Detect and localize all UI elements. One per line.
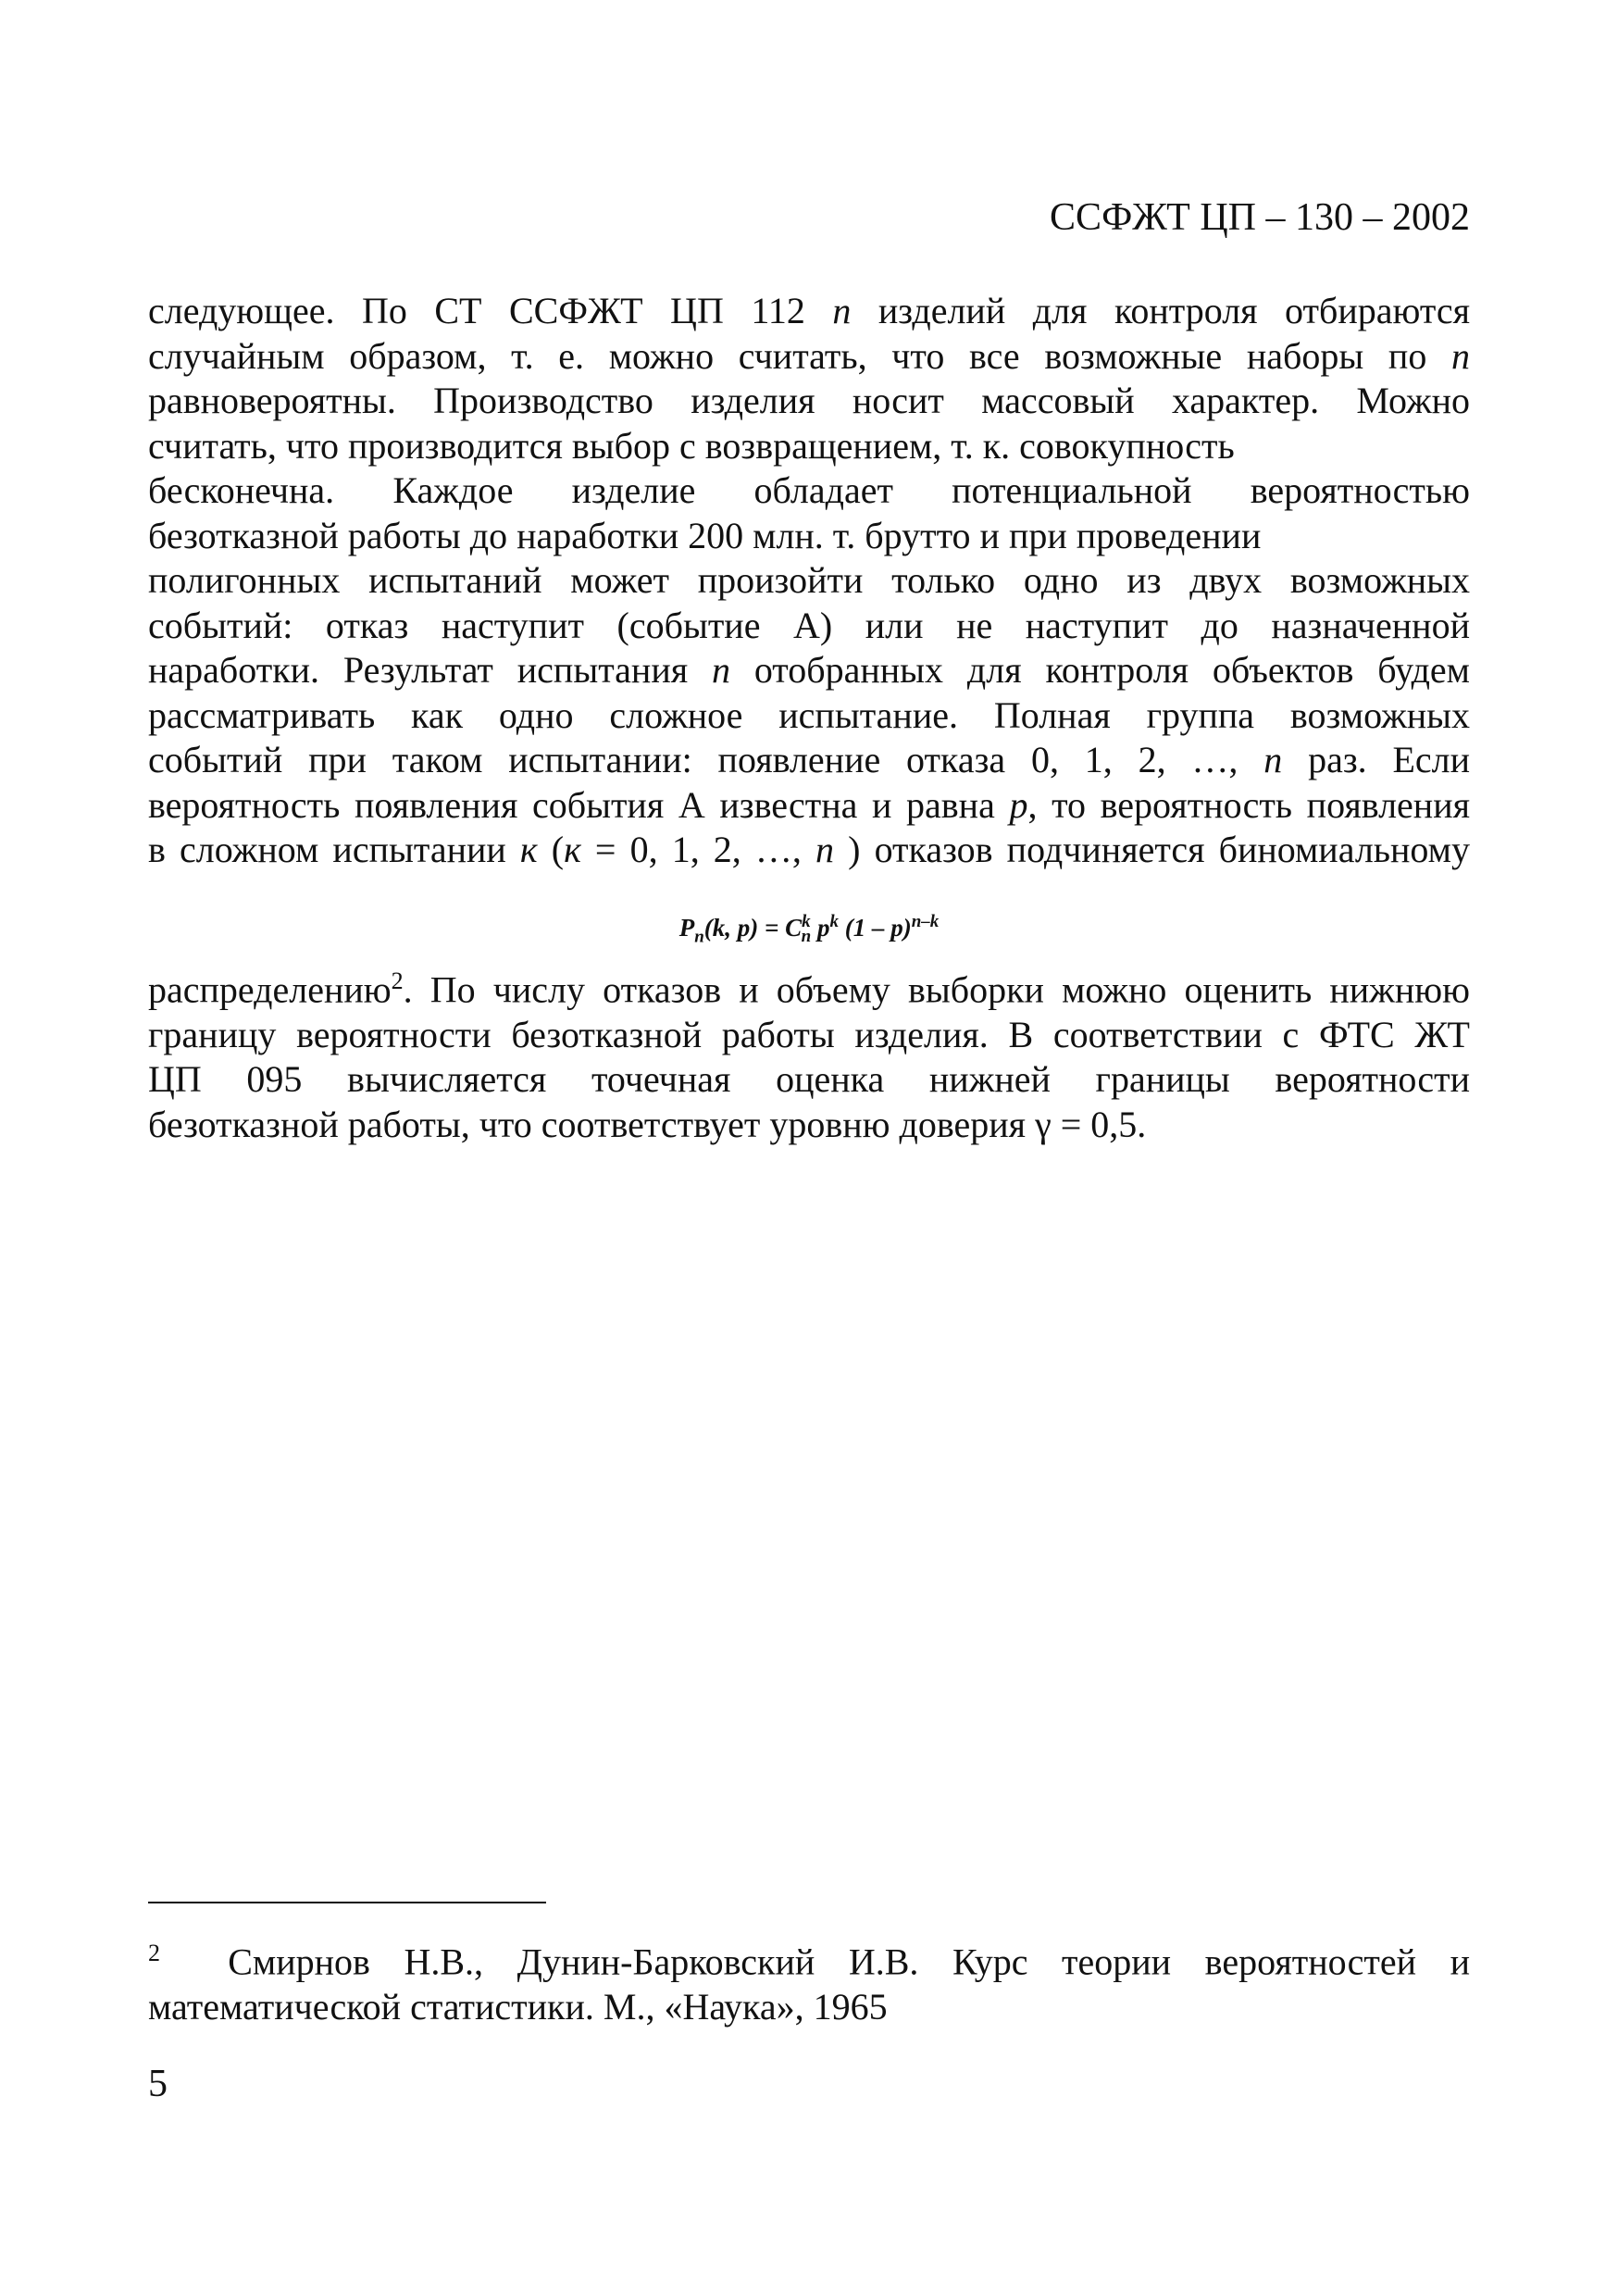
text-line: равновероятны. Производство изделия носит массовый характер. Можно <box>148 380 1470 421</box>
footnote-line: $^2$ Смирнов Н.В., Дунин-Барковский И.В. Курс теории вероятностей и <box>148 1940 1471 1983</box>
text-line: безотказной работы до наработки 200 млн. т. брутто и при проведении <box>148 514 1262 556</box>
text-line: наработки. Результат испытания n отобранных для контроля объектов будем <box>148 649 1470 691</box>
text-line: бесконечна. Каждое изделие обладает потенциальной вероятностью <box>148 469 1470 511</box>
binomial-formula: $P_n(k$, $p) = C^k_n$ $p^k$ (1 – p)$^{n-k}$ <box>678 912 940 947</box>
body-paragraph-2 <box>148 959 1470 1147</box>
text-line: считать, что производится выбор с возвращением, т. к. совокупность <box>148 424 1235 467</box>
text-line: полигонных испытаний может произойти только одно из двух возможных <box>148 559 1470 601</box>
text-line: границу вероятности безотказной работы изделия. В соответствии с ФТС ЖТ <box>148 1013 1470 1055</box>
text-line: событий: отказ наступит (событие А) или не наступит до назначенной <box>148 604 1470 646</box>
body-paragraph-1 <box>148 289 1470 873</box>
footnote-marker: 2 <box>148 1940 160 1966</box>
footnote <box>148 1931 1470 2029</box>
text-line: следующее. По СТ ССФЖТ ЦП 112 n изделий для контроля отбираются <box>148 290 1471 331</box>
text-line: рассматривать как одно сложное испытание. Полная группа возможных <box>148 693 1470 736</box>
text-line: событий при таком испытании: появление отказа 0, 1, 2, …, n раз. Если <box>148 739 1471 780</box>
footnote-line: математической статистики. М., «Наука», 1965 <box>148 1985 888 2028</box>
footnote-reference[interactable]: 2 <box>391 967 404 994</box>
text-line: случайным образом, т. е. можно считать, что все возможные наборы по n <box>148 334 1470 377</box>
text-line: вероятность появления события А известна и равна p, то вероятность появления <box>148 783 1471 826</box>
footnote-divider <box>148 1902 546 1903</box>
text-line: безотказной работы, что соответствует уровню доверия γ = 0,5. <box>148 1103 1147 1145</box>
running-header: ССФЖТ ЦП – 130 – 2002 <box>1050 196 1470 239</box>
page-number: 5 <box>148 2063 168 2105</box>
text-line: в сложном испытании к (к = 0, 1, 2, …, n ) отказов подчиняется биномиальному <box>148 829 1470 870</box>
text-line: ЦП 095 вычисляется точечная оценка нижней границы вероятности <box>148 1058 1470 1101</box>
text-line: распределению$^2$. По числу отказов и объему выборки можно оценить нижнюю <box>148 967 1470 1011</box>
